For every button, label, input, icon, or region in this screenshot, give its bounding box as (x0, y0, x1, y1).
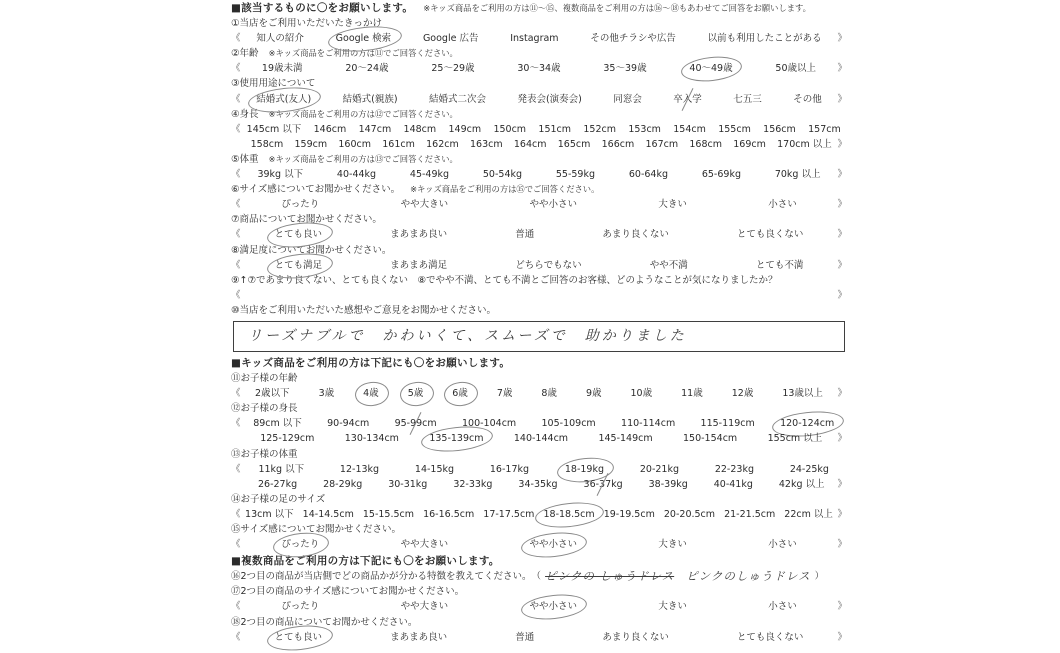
option: 16-17kg (489, 463, 530, 475)
option: 170cm 以上 (777, 138, 832, 150)
q2-options (241, 61, 838, 76)
option: とても良くない (736, 631, 804, 643)
q11-label: ⑪お子様の年齢 (231, 373, 298, 385)
option: とても満足 (275, 258, 323, 273)
option: 13cm 以下 (245, 508, 294, 520)
q9-label: ⑨↑⑦であまり良くない、とても良くない ⑧でやや不満、とても不満とご回答のお客様、どのようなことが気になりましたか？ (231, 274, 778, 286)
option: 167cm (645, 138, 679, 150)
option: 小さい (768, 539, 797, 551)
q18-options (241, 630, 838, 645)
q15-options-row (231, 537, 847, 552)
option: 28-29kg (323, 478, 363, 490)
option: 結婚式(親族) (342, 93, 398, 105)
bracket-close: 》 (837, 631, 847, 643)
q11-options-row (231, 386, 847, 401)
q4-note: ※キッズ商品をご利用の方は⑫でご回答ください。 (268, 108, 458, 119)
option: 19歳未満 (261, 63, 303, 75)
option: 168cm (689, 138, 722, 150)
option: 150cm (493, 123, 527, 135)
q4-options-line2 (231, 137, 837, 152)
option: 小さい (768, 601, 797, 613)
option: 166cm (601, 138, 635, 150)
bracket-close: 》 (837, 169, 847, 181)
option: 42kg 以上 (778, 478, 825, 490)
option: 110-114cm (621, 418, 676, 430)
option: その他チラシや広告 (590, 33, 676, 45)
option: 14-14.5cm (302, 508, 354, 520)
q5-label: ⑤体重 (231, 153, 259, 165)
q17-label-row (231, 584, 847, 599)
option: 普通 (515, 631, 535, 643)
option: 155cm 以上 (767, 433, 823, 445)
option: 同窓会 (613, 93, 642, 105)
section-c-title: ■複数商品をご利用の方は下記にも〇をお願いします。 (231, 555, 500, 568)
q6-label-row (231, 182, 847, 197)
option: 34-35kg (518, 478, 558, 490)
q5-options (241, 167, 838, 182)
q12-label-row (231, 401, 847, 416)
option: 45-49kg (409, 169, 450, 181)
option: とても良くない (736, 229, 804, 241)
option: 147cm (358, 123, 392, 135)
option: 40-44kg (336, 169, 377, 181)
option: ぴったり (281, 199, 320, 211)
option: 135-139cm (429, 431, 483, 446)
option: 22cm 以上 (784, 508, 833, 520)
q1-options-row (231, 31, 847, 46)
option: 70kg 以上 (774, 169, 821, 181)
bracket-close: 》 (837, 138, 847, 150)
option: 結婚式(友人) (256, 92, 311, 107)
q1-label: ①当店をご利用いただいたきっかけ (231, 18, 383, 30)
q14-label-row (231, 492, 847, 507)
q3-options-row (231, 92, 847, 107)
q4-options-line1 (241, 122, 847, 137)
option: 55-59kg (555, 169, 596, 181)
option: 60-64kg (628, 169, 668, 181)
option: 9歳 (585, 388, 602, 400)
option: 115-119cm (700, 418, 755, 430)
q5-note: ※キッズ商品をご利用の方は⑬でご回答ください。 (268, 153, 458, 164)
option: 知人の紹介 (256, 33, 304, 45)
option: 20〜24歳 (345, 63, 389, 75)
bracket-open: 《 (231, 199, 241, 211)
option: 5歳 (408, 386, 424, 401)
option: 26-27kg (257, 478, 298, 490)
q11-label-row (231, 371, 847, 386)
q15-label-row (231, 522, 847, 537)
q8-options-row (231, 258, 847, 273)
bracket-close: 》 (837, 388, 847, 400)
bracket-open: 《 (231, 539, 241, 551)
bracket-open: 《 (231, 123, 241, 135)
option: 12-13kg (339, 463, 380, 475)
option: 151cm (538, 123, 572, 135)
option: その他 (793, 93, 822, 105)
option: 17-17.5cm (483, 508, 535, 520)
bracket-close: 》 (837, 539, 847, 551)
q9-answer-row (231, 288, 847, 303)
q10-label: ⑩当店をご利用いただいた感想やご意見をお聞かせください。 (231, 304, 497, 316)
bracket-open: 《 (231, 601, 241, 613)
q4-options-row2 (231, 137, 847, 152)
option: ぴったり (281, 601, 320, 613)
q3-options (241, 92, 838, 107)
option: 50-54kg (482, 169, 523, 181)
q10-label-row (231, 303, 847, 318)
q13-label: ⑬お子様の体重 (231, 448, 298, 460)
option: 149cm (448, 123, 482, 135)
q17-options (241, 599, 838, 614)
option: 24-25kg (789, 463, 829, 475)
q13-options-line2 (231, 477, 837, 492)
option: 39kg 以下 (257, 169, 304, 181)
option: 89cm 以下 (253, 418, 302, 430)
option: 卒入学 (673, 92, 702, 107)
option: 90-94cm (327, 418, 370, 430)
option: 95-99cm (395, 416, 437, 431)
q6-note: ※キッズ商品をご利用の方は⑮でご回答ください。 (410, 184, 600, 195)
q5-label-row (231, 152, 847, 167)
q17-label: ⑰2つ目の商品のサイズ感についてお聞かせください。 (231, 586, 465, 598)
option: 153cm (628, 123, 661, 135)
option: 130-134cm (344, 433, 399, 445)
bracket-close: 》 (837, 508, 847, 520)
option: 20-21kg (639, 463, 679, 475)
q13-label-row (231, 447, 847, 462)
option: 145cm 以下 (246, 123, 302, 135)
option: 164cm (513, 138, 547, 150)
option: 157cm (808, 123, 841, 135)
bracket-close: 》 (837, 199, 847, 211)
option: 12歳 (731, 388, 754, 400)
option: 38-39kg (648, 478, 688, 490)
q13-options-row2 (231, 477, 847, 492)
q12-options-row2 (231, 431, 847, 446)
bracket-close: 》 (837, 478, 847, 490)
option: 40〜49歳 (689, 61, 732, 76)
option: 6歳 (452, 386, 468, 401)
option: 159cm (294, 138, 328, 150)
option: 156cm (763, 123, 796, 135)
q10-answer-box (233, 321, 845, 352)
option: やや大きい (400, 601, 449, 613)
bracket-close: 》 (837, 289, 847, 301)
option: やや小さい (529, 199, 577, 211)
bracket-open: 《 (231, 93, 241, 105)
bracket-close: 》 (837, 433, 847, 445)
option: 大きい (658, 601, 687, 613)
q7-options-row (231, 227, 847, 242)
bracket-close: 》 (837, 93, 847, 105)
option: 小さい (768, 199, 797, 211)
option: 35〜39歳 (603, 63, 647, 75)
paren-close: ） (814, 571, 825, 583)
option: 152cm (583, 123, 616, 135)
option: Google 広告 (422, 33, 479, 45)
option: 160cm (338, 138, 371, 150)
option: 140-144cm (513, 433, 569, 445)
option: 120-124cm (780, 416, 834, 431)
option: 22-23kg (714, 463, 754, 475)
q4-options-row1 (231, 122, 847, 137)
q18-label-row (231, 615, 847, 630)
q14-label: ⑭お子様の足のサイズ (231, 493, 326, 505)
option: 161cm (382, 138, 415, 150)
option: 50歳以上 (775, 63, 817, 75)
q8-options (241, 258, 838, 273)
option: 大きい (658, 539, 687, 551)
option: 169cm (733, 138, 766, 150)
option: とても不満 (755, 259, 804, 271)
q10-handwritten-comment: リーズナブルで かわいくて、スムーズで 助かりました (248, 327, 687, 344)
option: 19-19.5cm (603, 508, 655, 520)
option: やや不満 (649, 259, 688, 271)
section-a-header (231, 1, 847, 16)
option: 146cm (313, 123, 347, 135)
bracket-open: 《 (231, 33, 241, 45)
option: 七五三 (733, 93, 762, 105)
q3-label-row (231, 76, 847, 91)
option: 148cm (403, 123, 437, 135)
bracket-close: 》 (837, 63, 847, 75)
option: Google 検索 (336, 31, 392, 46)
bracket-open: 《 (231, 229, 241, 241)
option: 普通 (515, 229, 535, 241)
option: Instagram (510, 33, 559, 45)
option: 20-20.5cm (663, 508, 716, 520)
option: 18-18.5cm (543, 507, 594, 522)
q15-options (241, 537, 838, 552)
option: やや大きい (400, 539, 449, 551)
option: 158cm (250, 138, 284, 150)
q11-options (241, 386, 838, 401)
option: 154cm (673, 123, 706, 135)
q12-options-line2 (231, 431, 837, 446)
q18-options-row (231, 630, 847, 645)
option: ぴったり (281, 537, 319, 552)
q7-label-row (231, 212, 847, 227)
q16-label: ⑯2つ目の商品が当店側でどの商品かが分かる特徴を教えてください。 (231, 571, 532, 583)
q8-label: ⑧満足度についてお聞かせください。 (231, 244, 392, 256)
option: 3歳 (318, 388, 335, 400)
q6-options (241, 197, 838, 212)
option: 11kg 以下 (258, 463, 305, 475)
option: 2歳以下 (255, 388, 290, 400)
option: 以前も利用したことがある (707, 33, 822, 45)
q7-options (241, 227, 838, 242)
q7-label: ⑦商品についてお聞かせください。 (231, 214, 382, 226)
q14-options (241, 507, 838, 522)
survey-document (231, 1, 847, 645)
option: とても良い (275, 227, 323, 242)
option: 150-154cm (683, 433, 738, 445)
option: 65-69kg (701, 169, 741, 181)
option: 21-21.5cm (724, 508, 776, 520)
option: 4歳 (363, 386, 379, 401)
q3-label: ③使用用途について (231, 78, 316, 90)
bracket-close: 》 (837, 259, 847, 271)
q4-label-row (231, 107, 847, 122)
section-a-title: ■該当するものに〇をお願いします。 (231, 2, 414, 14)
option: 30-31kg (388, 478, 428, 490)
option: やや小さい (529, 537, 577, 552)
option: 105-109cm (541, 418, 596, 430)
q12-options-row1 (231, 416, 847, 431)
bracket-open: 《 (231, 418, 241, 430)
q14-options-row (231, 507, 847, 522)
option: 発表会(演奏会) (517, 93, 582, 105)
option: 18-19kg (565, 462, 604, 477)
option: 11歳 (681, 388, 703, 400)
q8-label-row (231, 243, 847, 258)
bracket-close: 》 (837, 33, 847, 45)
option: 145-149cm (598, 433, 653, 445)
q18-label: ⑱2つ目の商品についてお聞かせください。 (231, 616, 418, 628)
bracket-open: 《 (231, 289, 241, 301)
option: あまり良くない (602, 631, 669, 643)
option: やや小さい (529, 599, 577, 614)
option: 162cm (426, 138, 459, 150)
option: まあまあ良い (390, 229, 448, 241)
paren-open: （ (531, 571, 542, 583)
bracket-open: 《 (231, 463, 241, 475)
option: 13歳以上 (782, 388, 823, 400)
bracket-open: 《 (231, 631, 241, 643)
q2-options-row (231, 61, 847, 76)
q1-label-row (231, 16, 847, 31)
option: まあまあ満足 (390, 259, 448, 271)
q16-row (231, 569, 847, 584)
option: 8歳 (541, 388, 557, 400)
q16-handwritten-struck: ピンクの しゅうドレス (545, 569, 675, 584)
q16-handwritten: ピンクのしゅうドレス (686, 569, 811, 584)
bracket-open: 《 (231, 388, 241, 400)
q4-label: ④身長 (231, 108, 259, 120)
q12-options-line1 (241, 416, 847, 431)
option: とても良い (275, 630, 323, 645)
option: どちらでもない (515, 259, 582, 271)
bracket-open: 《 (231, 259, 241, 271)
option: 大きい (658, 199, 687, 211)
option: 10歳 (630, 388, 653, 400)
option: 14-15kg (414, 463, 455, 475)
option: 32-33kg (453, 478, 493, 490)
option: 25〜29歳 (431, 63, 475, 75)
option: 30〜34歳 (517, 63, 561, 75)
q5-options-row (231, 167, 847, 182)
option: あまり良くない (602, 229, 669, 241)
q13-options-row1 (231, 462, 847, 477)
q6-label: ⑥サイズ感についてお聞かせください。 (231, 184, 401, 196)
option: 100-104cm (462, 418, 517, 430)
section-a-note: ※キッズ商品をご利用の方は⑪〜⑮、複数商品をご利用の方は⑯〜⑱もあわせてご回答をお願いします。 (423, 3, 811, 13)
q6-options-row (231, 197, 847, 212)
q2-label-row (231, 46, 847, 61)
q2-label: ②年齢 (231, 48, 259, 60)
option: 15-15.5cm (362, 508, 415, 520)
option: まあまあ良い (390, 631, 448, 643)
q12-label: ⑫お子様の身長 (231, 403, 298, 415)
option: 16-16.5cm (423, 508, 475, 520)
q13-options-line1 (241, 462, 847, 477)
q15-label: ⑮サイズ感についてお聞かせください。 (231, 524, 402, 535)
q1-options (241, 31, 838, 46)
option: 125-129cm (260, 433, 315, 445)
section-b-title: ■キッズ商品をご利用の方は下記にも〇をお願いします。 (231, 356, 511, 369)
bracket-close: 》 (837, 601, 847, 613)
option: 7歳 (496, 388, 513, 400)
bracket-open: 《 (231, 169, 241, 181)
option: 40-41kg (713, 478, 753, 490)
bracket-open: 《 (231, 508, 241, 520)
q9-label-row (231, 273, 847, 288)
q2-note: ※キッズ商品をご利用の方は⑪でご回答ください。 (268, 48, 458, 59)
option: やや大きい (400, 199, 449, 211)
option: 165cm (557, 138, 591, 150)
section-c-header (231, 554, 847, 569)
option: 36-37kg (584, 477, 623, 492)
option: 155cm (718, 123, 751, 135)
option: 結婚式二次会 (428, 93, 486, 105)
section-b-header (231, 356, 847, 371)
q17-options-row (231, 599, 847, 614)
option: 163cm (470, 138, 503, 150)
bracket-open: 《 (231, 63, 241, 75)
bracket-close: 》 (837, 229, 847, 241)
